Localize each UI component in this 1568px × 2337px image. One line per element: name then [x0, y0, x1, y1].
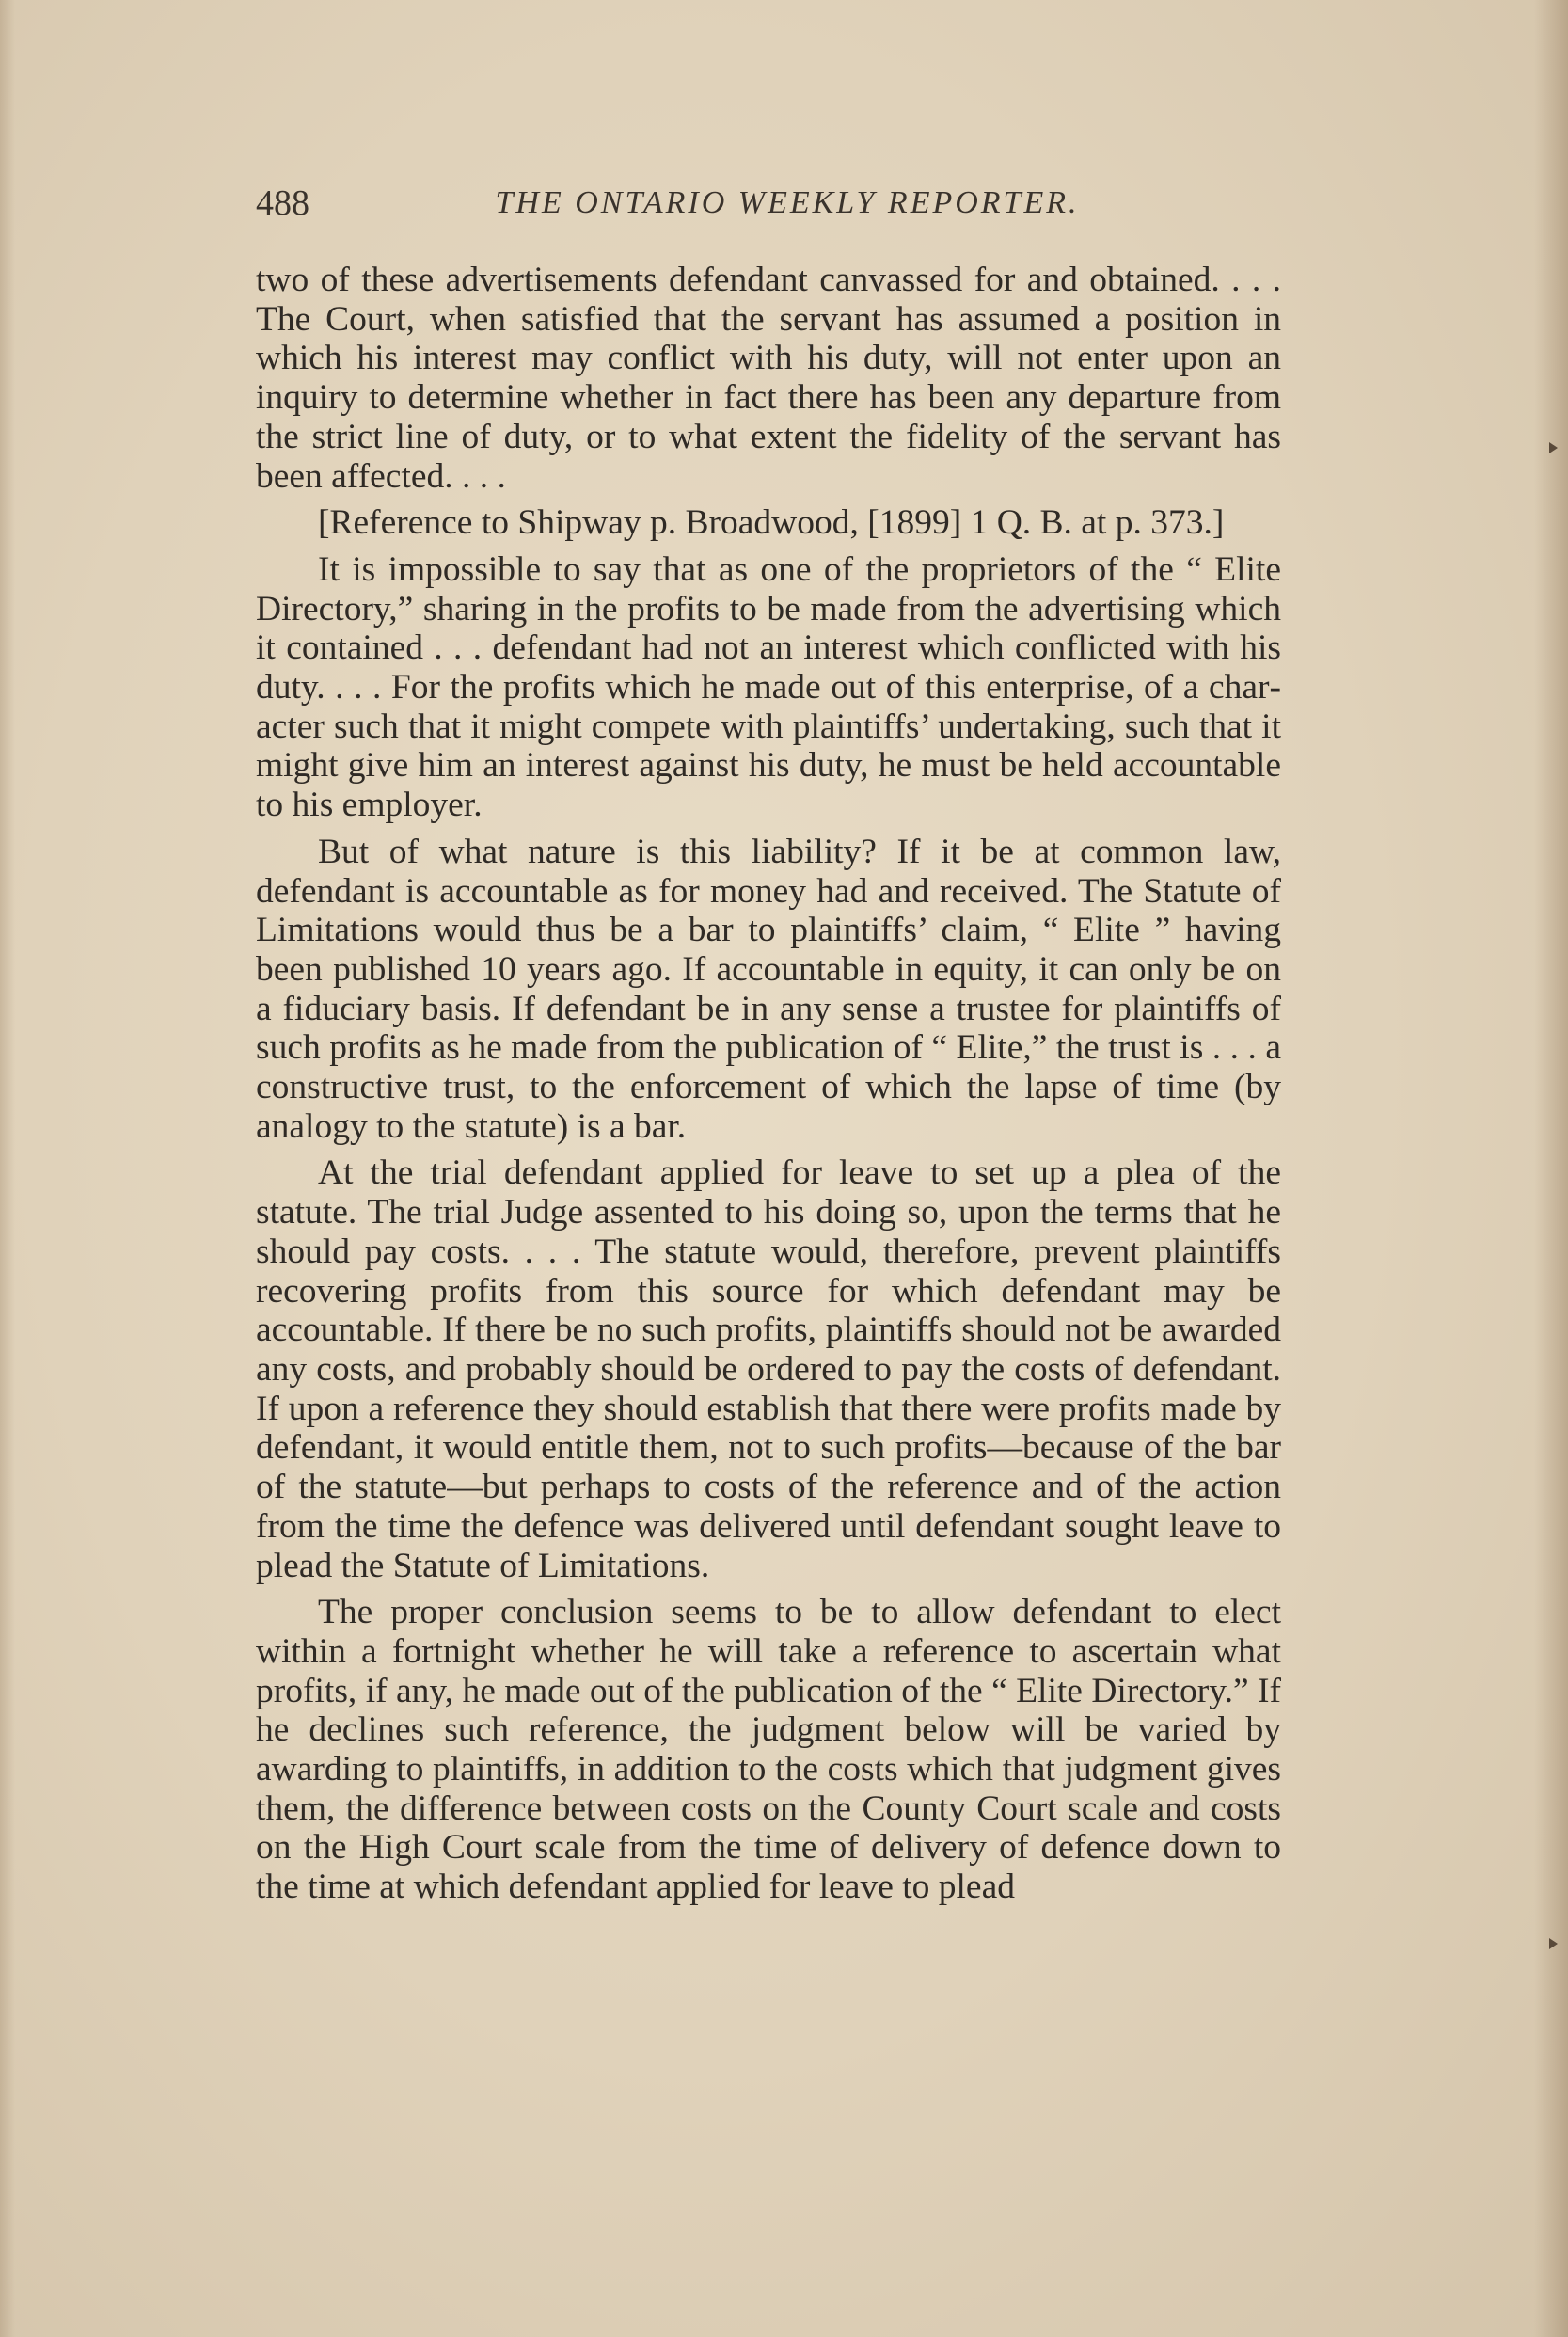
page-right-edge-shadow	[1534, 0, 1568, 2337]
page-left-edge-shadow	[0, 0, 15, 2337]
paragraph: two of these advertisements defendant canvassed for and obtained. . . . The Court, when satisfied that the servant has assumed a position in which his interest may conflict with his duty, will not enter upon an inquiry to determine whether in fact there has been any departure from the strict line of duty, or to what extent the fidelity of the servant has been affected. . . .	[256, 261, 1281, 496]
page-number: 488	[256, 183, 309, 223]
paragraph: The proper conclusion seems to be to allow defendant to elect within a fortnight whether he will take a reference to ascertain what profits, if any, he made out of the publication of the “ Elite Directory.” If he declines such reference, the judgment below will be varied by awarding to plaintiffs, in addition to the costs which that judgment gives them, the difference between costs on the County Court scale and costs on the High Court scale from the time of delivery of defence down to the time at which defendant applied for leave to plead	[256, 1593, 1281, 1907]
running-title: THE ONTARIO WEEKLY REPORTER.	[495, 185, 1080, 220]
margin-mark-icon	[1549, 442, 1558, 453]
paragraph: [Reference to Shipway p. Broadwood, [1899] 1 Q. B. at p. 373.]	[318, 503, 1225, 543]
body-text	[256, 261, 1281, 1915]
paragraph: But of what nature is this liability? If it be at common law, defendant is accountable as for money had and received. The Statute of Limitations would thus be a bar to plaintiffs’ claim, “ Elite ” having been published 10 years ago. If accountable in equity, it can only be on a fiduciary basis. If defendant be in any sense a trustee for plaintiffs of such profits as he made from the publication of “ Elite,” the trust is . . . a constructive trust, to the enforcement of which the lapse of time (by analogy to the statute) is a bar.	[256, 832, 1281, 1146]
paragraph: It is impossible to say that as one of the proprietors of the “ Elite Directory,” sharing in the profits to be made from the advertising which it contained . . . defendant had not an interest which conflicted with his duty. . . . For the profits which he made out of this enterprise, of a character such that it might compete with plaintiffs’ undertaking, such that it might give him an interest against his duty, he must be held accountable to his employer.	[256, 549, 1281, 825]
paragraph: At the trial defendant applied for leave to set up a plea of the statute. The trial Judge assented to his doing so, upon the terms that he should pay costs. . . . The statute would, therefore, prevent plaintiffs recovering profits from this source for which defendant may be accountable. If there be no such profits, plaintiffs should not be awarded any costs, and probably should be ordered to pay the costs of defendant. If upon a reference they should establish that there were profits made by defendant, it would entitle them, not to such profits—because of the bar of the statute—but perhaps to costs of the reference and of the action from the time the defence was delivered until defendant sought leave to plead the Statute of Limitations.	[256, 1153, 1281, 1585]
margin-mark-icon	[1549, 1938, 1558, 1949]
running-header	[256, 182, 1281, 229]
